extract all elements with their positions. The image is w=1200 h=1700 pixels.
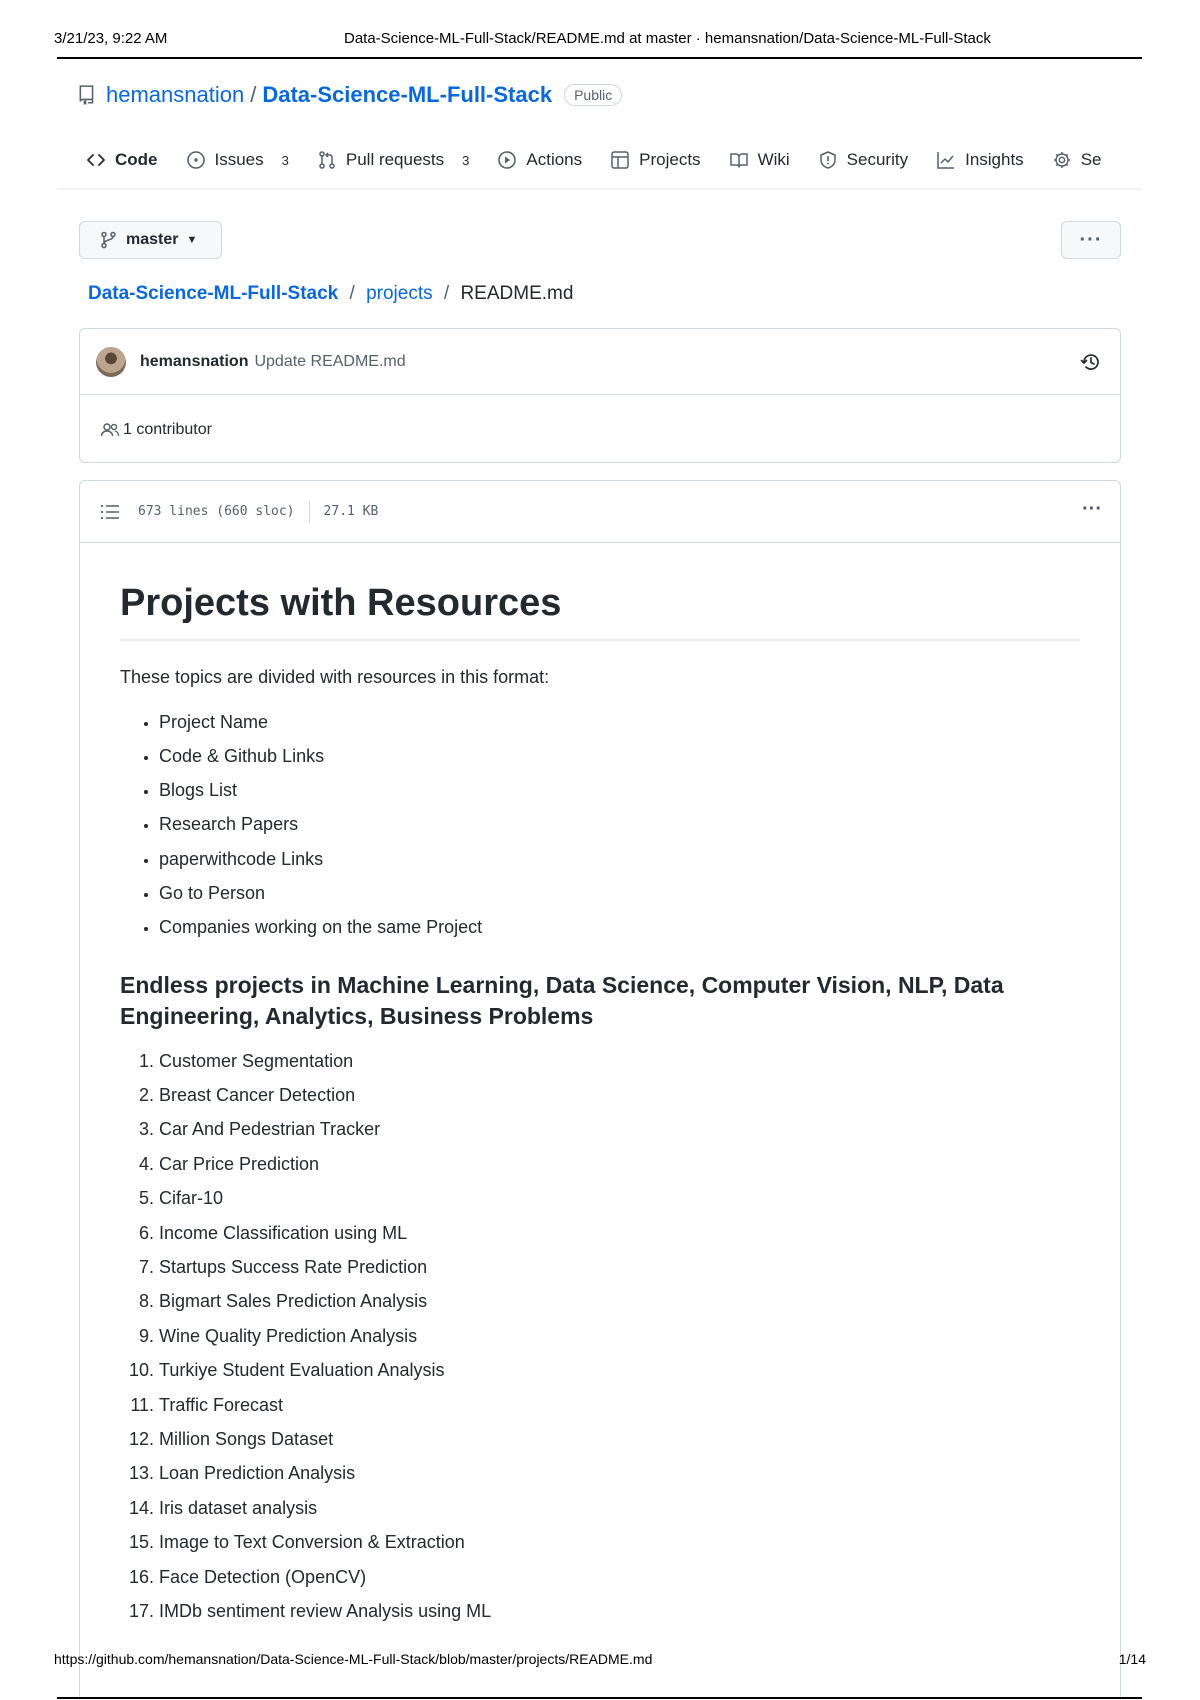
file-lines: 673 lines (660 sloc) (138, 504, 295, 519)
book-icon (729, 150, 749, 170)
project-item[interactable]: 17. IMDb sentiment review Analysis using ML (159, 1599, 1080, 1633)
project-item[interactable]: 2. Breast Cancer Detection (159, 1083, 1080, 1117)
breadcrumb-folder-link[interactable]: projects (366, 283, 433, 304)
format-list (159, 710, 1080, 950)
repo-header (78, 80, 622, 110)
pull-request-icon (317, 150, 337, 170)
more-options-button[interactable]: ··· (1061, 221, 1121, 259)
commit-message[interactable]: Update README.md (254, 352, 406, 370)
latest-commit-row (80, 329, 1120, 395)
chevron-down-icon: ▼ (186, 234, 198, 246)
commit-author[interactable]: hemansnation (140, 352, 249, 370)
people-icon (100, 421, 120, 439)
project-item[interactable]: 9. Wine Quality Prediction Analysis (159, 1324, 1080, 1358)
tab-actions[interactable] (497, 150, 582, 170)
print-url: https://github.com/hemansnation/Data-Science-ML-Full-Stack/blob/master/projects/README.md (54, 1651, 653, 1667)
print-header-rule (57, 57, 1142, 59)
readme-title: Projects with Resources (120, 581, 1080, 641)
tab-settings[interactable] (1052, 150, 1102, 170)
contributors-row[interactable] (80, 395, 1120, 464)
list-item: • paperwithcode Links (159, 847, 1080, 881)
print-page-number: 1/14 (1118, 1651, 1146, 1667)
avatar[interactable] (96, 347, 126, 377)
project-item[interactable]: 3. Car And Pedestrian Tracker (159, 1117, 1080, 1151)
gear-icon (1052, 150, 1072, 170)
issue-icon (186, 150, 206, 170)
project-item[interactable]: 4. Car Price Prediction (159, 1152, 1080, 1186)
nav-divider (57, 188, 1142, 190)
project-item[interactable]: 5. Cifar-10 (159, 1186, 1080, 1220)
breadcrumb (88, 283, 573, 305)
list-item: • Companies working on the same Project (159, 915, 1080, 949)
code-icon (86, 150, 106, 170)
repo-name-link[interactable]: Data-Science-ML-Full-Stack (262, 82, 553, 107)
play-icon (497, 150, 517, 170)
print-header (54, 30, 1146, 48)
file-info-divider (309, 501, 310, 523)
repo-separator: / (250, 82, 257, 107)
list-icon[interactable] (100, 503, 120, 521)
print-footer-rule (57, 1697, 1142, 1699)
tab-code[interactable] (86, 150, 158, 170)
latest-commit-box (79, 328, 1121, 463)
list-item: • Blogs List (159, 778, 1080, 812)
repo-icon (78, 85, 96, 105)
repo-owner-link[interactable]: hemansnation (106, 82, 245, 107)
list-item: • Code & Github Links (159, 744, 1080, 778)
project-item[interactable]: 1. Customer Segmentation (159, 1049, 1080, 1083)
tab-wiki[interactable] (729, 150, 790, 170)
project-item[interactable]: 10. Turkiye Student Evaluation Analysis (159, 1358, 1080, 1392)
list-item: • Research Papers (159, 812, 1080, 846)
tab-insights-label: Insights (965, 150, 1024, 169)
tab-pull-requests[interactable] (317, 150, 470, 170)
file-viewer (79, 480, 1121, 1700)
file-header (80, 481, 1120, 543)
graph-icon (936, 150, 956, 170)
file-more-button[interactable]: ··· (1082, 498, 1102, 520)
branch-name: master (126, 231, 179, 248)
branch-select-button[interactable] (79, 221, 222, 259)
project-item[interactable]: 12. Million Songs Dataset (159, 1427, 1080, 1461)
tab-insights[interactable] (936, 150, 1024, 170)
project-item[interactable]: 7. Startups Success Rate Prediction (159, 1255, 1080, 1289)
issues-count: 3 (281, 152, 289, 168)
tab-projects-label: Projects (639, 150, 701, 169)
file-size: 27.1 KB (323, 504, 379, 519)
tab-code-label: Code (115, 150, 158, 169)
project-item[interactable]: 16. Face Detection (OpenCV) (159, 1565, 1080, 1599)
tab-pull-requests-label: Pull requests (345, 150, 445, 169)
breadcrumb-repo-link[interactable]: Data-Science-ML-Full-Stack (88, 283, 339, 304)
project-item[interactable]: 6. Income Classification using ML (159, 1221, 1080, 1255)
project-item[interactable]: 8. Bigmart Sales Prediction Analysis (159, 1289, 1080, 1323)
readme-intro: These topics are divided with resources in this format: (120, 666, 550, 687)
print-title: Data-Science-ML-Full-Stack/README.md at master · hemansnation/Data-Science-ML-Full-Stack (344, 30, 991, 47)
history-icon[interactable] (1080, 351, 1102, 373)
pull-requests-count: 3 (462, 152, 470, 168)
print-date: 3/21/23, 9:22 AM (54, 30, 168, 47)
contributors-count: 1 contributor (123, 420, 212, 438)
tab-settings-label: Se (1080, 150, 1102, 169)
tab-issues-label: Issues (214, 150, 264, 169)
breadcrumb-separator: / (443, 283, 450, 304)
repo-nav (86, 140, 1142, 180)
list-item: • Go to Person (159, 881, 1080, 915)
project-item[interactable]: 13. Loan Prediction Analysis (159, 1461, 1080, 1495)
table-icon (610, 150, 630, 170)
projects-list (159, 1049, 1080, 1634)
tab-projects[interactable] (610, 150, 700, 170)
project-item[interactable]: 14. Iris dataset analysis (159, 1496, 1080, 1530)
tab-issues[interactable] (186, 150, 289, 170)
readme-content (120, 581, 1080, 1633)
project-item[interactable]: 15. Image to Text Conversion & Extraction (159, 1530, 1080, 1564)
breadcrumb-separator: / (349, 283, 355, 304)
breadcrumb-file: README.md (460, 283, 574, 304)
git-branch-icon (100, 231, 118, 249)
tab-security-label: Security (846, 150, 909, 169)
shield-icon (818, 150, 838, 170)
tab-actions-label: Actions (526, 150, 583, 169)
list-item: • Project Name (159, 710, 1080, 744)
tab-wiki-label: Wiki (757, 150, 790, 169)
tab-security[interactable] (818, 150, 908, 170)
project-item[interactable]: 11. Traffic Forecast (159, 1393, 1080, 1427)
visibility-badge: Public (564, 84, 622, 106)
readme-subtitle: Endless projects in Machine Learning, Data Science, Computer Vision, NLP, Data Engineering, Analytics, Business Problems (120, 971, 1004, 1029)
